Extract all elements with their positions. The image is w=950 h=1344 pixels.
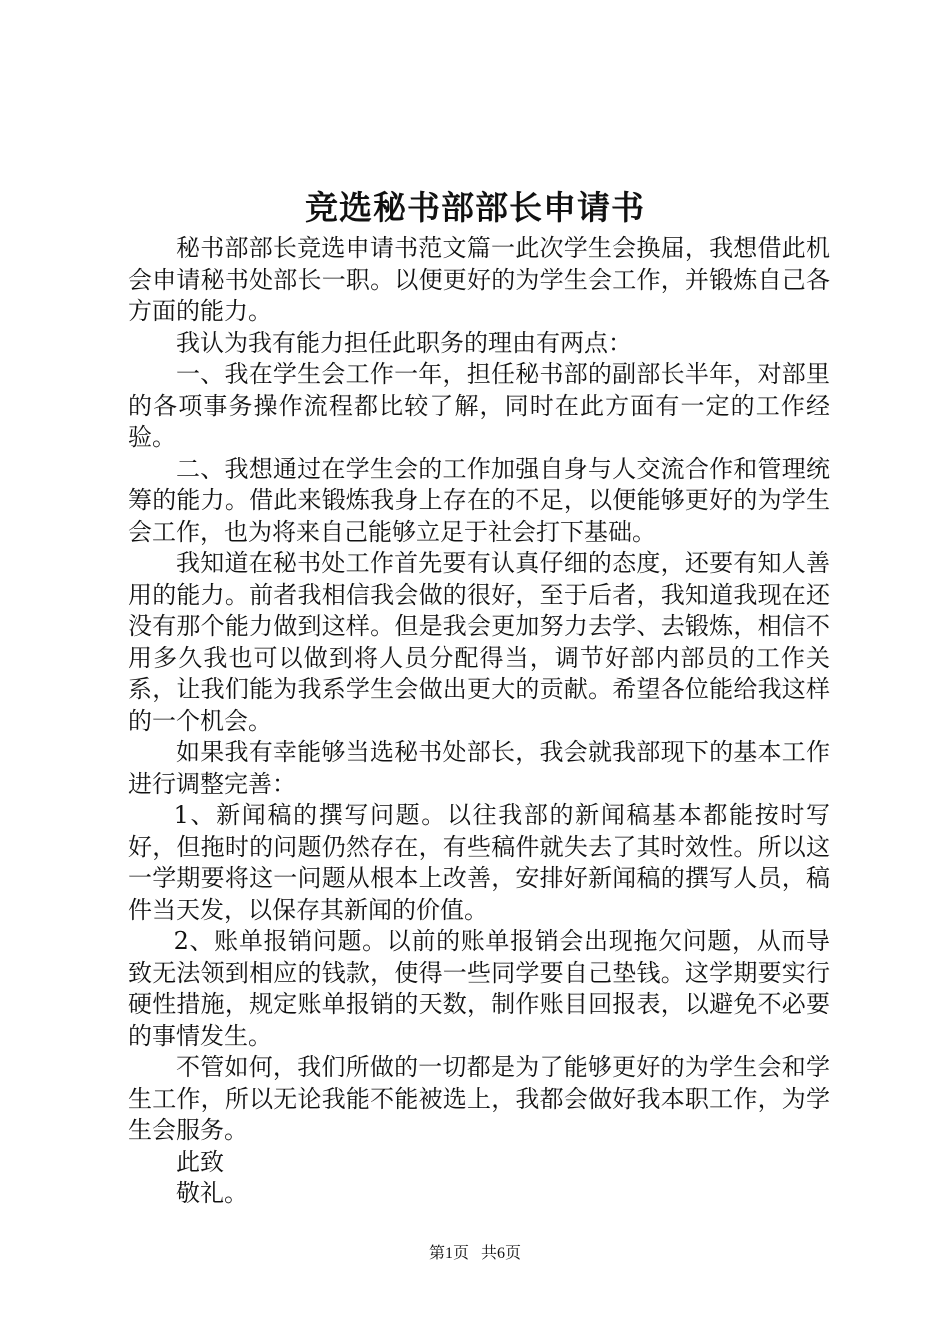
paragraph-plan-item-2: 2、账单报销问题。以前的账单报销会出现拖欠问题，从而导致无法领到相应的钱款，使得一些同学要自己垫钱。这学期要实行硬性措施，规定账单报销的天数，制作账目回报表，以避免不必要的事情发生。 <box>128 927 830 1050</box>
paragraph-reason-two: 二、我想通过在学生会的工作加强自身与人交流合作和管理统筹的能力。借此来锻炼我身上存在的不足，以便能够更好的为学生会工作，也为将来自己能够立足于社会打下基础。 <box>128 454 830 546</box>
paragraph-reasons-lead: 我认为我有能力担任此职务的理由有两点： <box>176 328 632 357</box>
paragraph-reason-one: 一、我在学生会工作一年，担任秘书部的副部长半年，对部里的各项事务操作流程都比较了解，同时在此方面有一定的工作经验。 <box>128 360 830 451</box>
paragraph-intro: 秘书部部长竞选申请书范文篇一此次学生会换届，我想借此机会申请秘书处部长一职。以便更好的为学生会工作，并锻炼自己各方面的能力。 <box>128 234 830 325</box>
page-footer <box>0 1244 950 1264</box>
page-number-current: 第1页 <box>428 1245 469 1262</box>
closing-salutation: 此致 <box>176 1147 224 1176</box>
document-title: 竞选秘书部部长申请书 <box>305 188 645 227</box>
document-body <box>128 233 830 1210</box>
page-number-total: 共6页 <box>481 1245 522 1262</box>
paragraph-plan-item-1: 1、新闻稿的撰写问题。以往我部的新闻稿基本都能按时写好，但拖时的问题仍然存在，有些稿件就失去了其时效性。所以这一学期要将这一问题从根本上改善，安排好新闻稿的撰写人员，稿件当天发，以保存其新闻的价值。 <box>128 801 830 924</box>
closing-regards: 敬礼。 <box>176 1179 248 1207</box>
paragraph-conclusion: 不管如何，我们所做的一切都是为了能够更好的为学生会和学生工作，所以无论我能不能被选上，我都会做好我本职工作，为学生会服务。 <box>128 1053 830 1144</box>
paragraph-attitude: 我知道在秘书处工作首先要有认真仔细的态度，还要有知人善用的能力。前者我相信我会做的很好，至于后者，我知道我现在还没有那个能力做到这样。但是我会更加努力去学、去锻炼，相信不用多久我也可以做到将人员分配得当，调节好部内部员的工作关系，让我们能为我系学生会做出更大的贡献。希望各位能给我这样的一个机会。 <box>128 549 830 735</box>
paragraph-plan-lead: 如果我有幸能够当选秘书处部长，我会就我部现下的基本工作进行调整完善： <box>128 738 830 798</box>
